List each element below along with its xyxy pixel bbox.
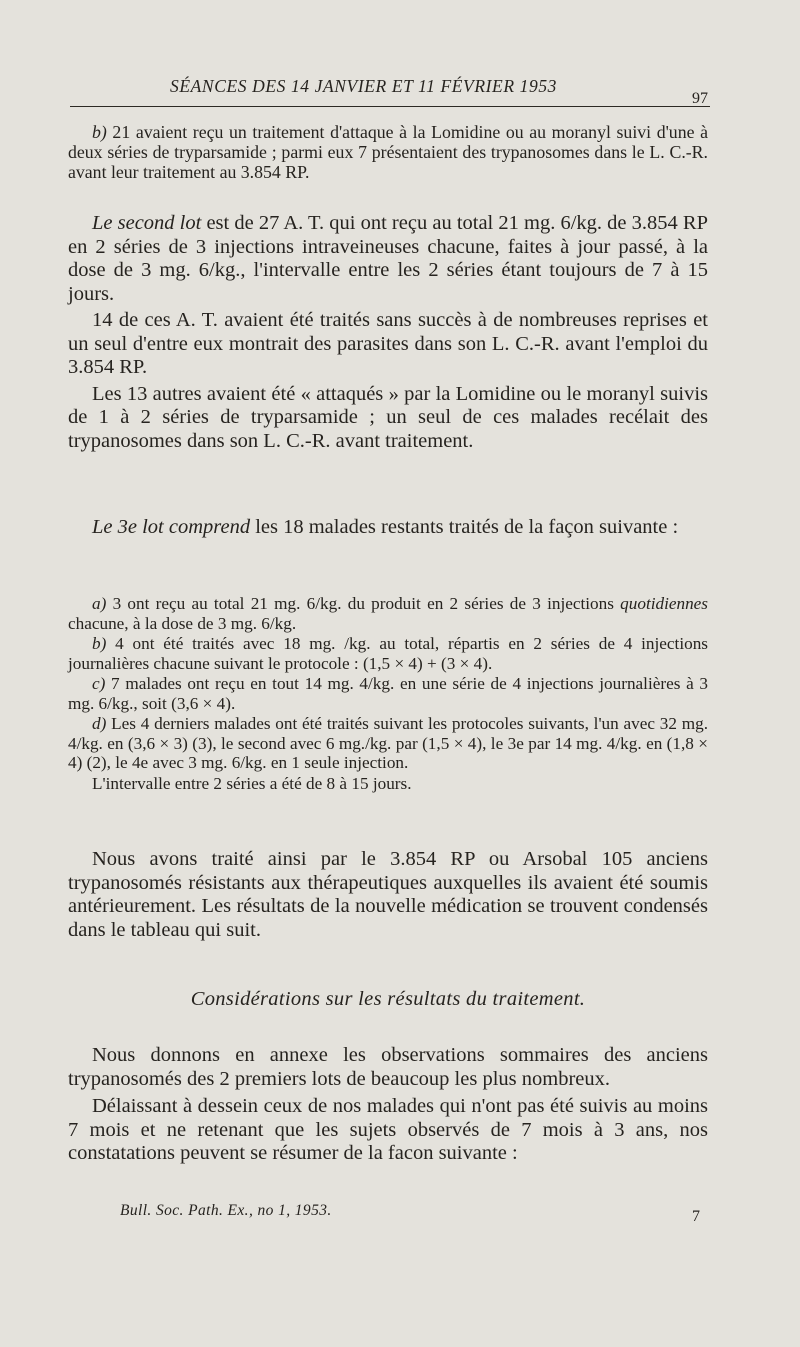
paragraph-text: L'intervalle entre 2 séries a été de 8 à 15 jours. xyxy=(92,773,412,793)
running-head: SÉANCES DES 14 JANVIER ET 11 FÉVRIER 1953 xyxy=(170,76,558,96)
paragraph-summary xyxy=(68,848,708,942)
text-block-6 xyxy=(68,1044,708,1166)
paragraph-text: chacune, à la dose de 3 mg. 6/kg. xyxy=(68,613,297,633)
paragraph-observations xyxy=(68,1095,708,1166)
text-block-3 xyxy=(68,516,708,540)
paragraph-text: Les 13 autres avaient été « attaqués » par la Lomidine ou le moranyl suivis de 1 à 2 séries de tryparsamide ; un seul de ces malades recélait des trypanosomes dans son L. C.-R. avant traitement. xyxy=(68,382,708,452)
paragraph-item-c xyxy=(68,674,708,713)
paragraph-b-first-lot xyxy=(68,122,708,182)
item-marker: d) xyxy=(92,714,107,733)
paragraph-text: 14 de ces A. T. avaient été traités sans succès à de nombreuses reprises et un seul d'entre eux montrait des parasites dans son L. C.-R. avant l'emploi du 3.854 RP. xyxy=(68,309,708,378)
item-marker: b) xyxy=(92,634,107,653)
text-block-1 xyxy=(68,122,708,182)
paragraph-text: 7 malades ont reçu en tout 14 mg. 4/kg. en une série de 4 injections journalières à 3 mg. 6/kg., soit (3,6 × 4). xyxy=(68,674,708,713)
paragraph-text: les 18 malades restants traités de la façon suivante : xyxy=(250,516,679,538)
paragraph-13-others xyxy=(68,383,708,454)
paragraph-third-lot xyxy=(68,516,708,540)
page-header xyxy=(70,76,710,107)
paragraph-text: Nous avons traité ainsi par le 3.854 RP ou Arsobal 105 anciens trypanosomés résistants aux thérapeutiques auxquelles ils avaient été soumis antérieurement. Les résultats de la nouvelle médication se trouvent condensés dans le tableau qui suit. xyxy=(68,848,708,941)
signature-mark: 7 xyxy=(692,1208,700,1225)
paragraph-item-d xyxy=(68,714,708,773)
item-marker: b) xyxy=(92,122,107,142)
text-block-4 xyxy=(68,594,708,793)
page-footer xyxy=(120,1202,700,1225)
paragraph-annex xyxy=(68,1044,708,1091)
paragraph-second-lot xyxy=(68,212,708,306)
page-number: 97 xyxy=(692,90,708,107)
section-heading: Considérations sur les résultats du traitement. xyxy=(190,988,586,1010)
paragraph-text: 3 ont reçu au total 21 mg. 6/kg. du produit en 2 séries de 3 injections xyxy=(106,594,621,613)
paragraph-text: 4 ont été traités avec 18 mg. /kg. au total, répartis en 2 séries de 4 injections journalières chacune suivant le protocole : (1,5 × 4) + (3 × 4). xyxy=(68,634,708,673)
paragraph-item-b xyxy=(68,634,708,673)
text-block-5 xyxy=(68,848,708,942)
bulletin-citation: Bull. Soc. Path. Ex., no 1, 1953. xyxy=(120,1202,332,1219)
paragraph-text: Délaissant à dessein ceux de nos malades qui n'ont pas été suivis au moins 7 mois et ne retenant que les sujets observés de 7 mois à 3 ans, nos constatations peuvent se résumer de la facon suivante : xyxy=(68,1095,708,1164)
paragraph-text: 21 avaient reçu un traitement d'attaque à la Lomidine ou au moranyl suivi d'une à deux séries de tryparsamide ; parmi eux 7 présentaient des trypanosomes dans le L. C.-R. avant leur traitement au 3.854 RP. xyxy=(68,122,708,182)
item-marker: c) xyxy=(92,674,106,693)
lead-phrase: Le second lot xyxy=(92,212,202,234)
paragraph-text: Les 4 derniers malades ont été traités suivant les protocoles suivants, l'un avec 32 mg. 4/kg. en (3,6 × 3) (3), le second avec 6 mg./kg. par (1,5 × 4), le 3e par 14 mg. 4/kg. en (1,8 × 4) (2), le 4e avec 3 mg. 6/kg. en 1 seule injection. xyxy=(68,714,708,772)
paragraph-text: Nous donnons en annexe les observations sommaires des anciens trypanosomés des 2 premiers lots de beaucoup les plus nombreux. xyxy=(68,1044,708,1090)
emphasis: quotidiennes xyxy=(620,594,708,613)
paragraph-text: est de 27 A. T. qui ont reçu au total 21 mg. 6/kg. de 3.854 RP en 2 séries de 3 injections intraveineuses chacune, faites à jour passé, à la dose de 3 mg. 6/kg., l'intervalle entre les 2 séries étant toujours de 7 à 15 jours. xyxy=(68,212,708,305)
paragraph-item-a xyxy=(68,594,708,633)
text-block-2 xyxy=(68,212,708,453)
lead-phrase: Le 3e lot comprend xyxy=(92,516,251,538)
paragraph-interval xyxy=(68,774,708,794)
paragraph-14-treated xyxy=(68,309,708,380)
item-marker: a) xyxy=(92,594,107,613)
